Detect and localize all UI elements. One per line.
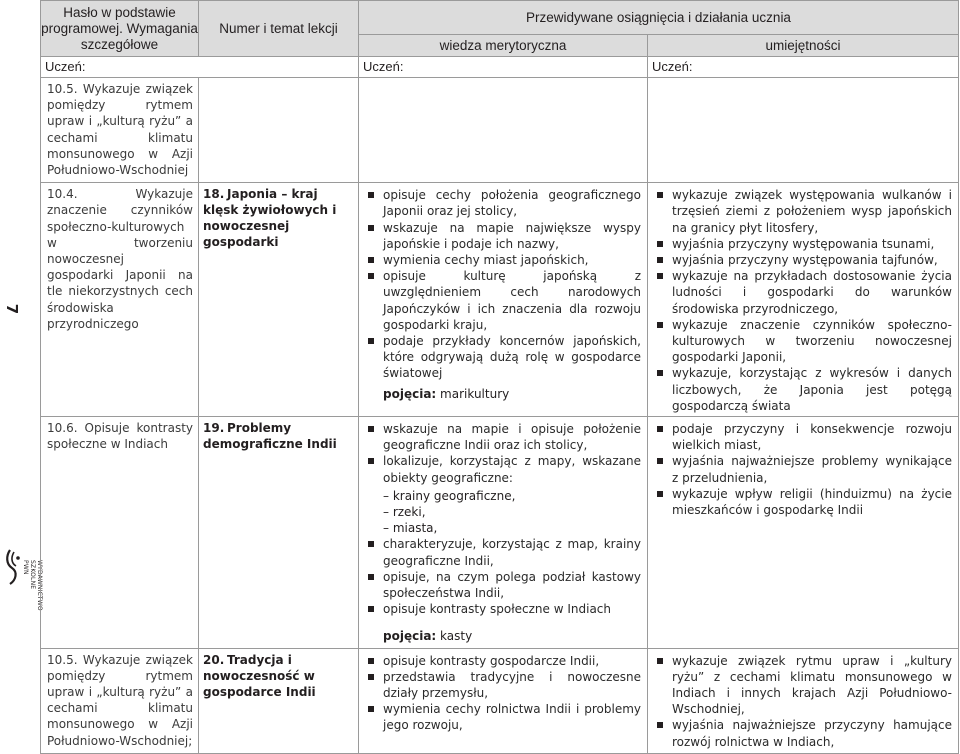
header-outcomes: Przewidywane osiągnięcia i działania ucznia — [359, 1, 959, 35]
requirement-cell: 10.6. Opisuje kontrasty społeczne w Indiach — [41, 417, 199, 648]
lesson-number: 19. — [203, 421, 225, 436]
list-item: – rzeki, — [383, 505, 426, 520]
table-row — [41, 648, 959, 753]
list-item: wymienia cechy rolnictwa Indii i problemy jego rozwoju, — [365, 701, 641, 733]
list-item: wyjaśnia przyczyny występowania tsunami, — [654, 236, 952, 252]
list-item: wykazuje, korzystając z wykresów i danych liczbowych, że Japonia jest potęgą gospodarczą świata — [654, 365, 952, 414]
list-item: charakteryzuje, korzystając z map, krainy geograficzne Indii, — [365, 536, 641, 568]
skills-cell — [648, 417, 959, 648]
page-number: 7 — [3, 303, 22, 315]
lesson-cell — [199, 183, 359, 417]
list-item: wykazuje wpływ religii (hinduizmu) na życie mieszkańców i gospodarkę Indii — [654, 486, 952, 518]
page-sidebar — [0, 0, 43, 633]
list-item: wykazuje na przykładach dostosowanie życia ludności i gospodarki do warunków środowiska przyrodniczego, — [654, 268, 952, 317]
skills-cell — [648, 183, 959, 417]
list-item: opisuje kontrasty społeczne w Indiach — [365, 601, 641, 617]
concept-line: pojęcia: kasty — [383, 628, 473, 643]
header-knowledge: wiedza merytoryczna — [359, 35, 648, 57]
lesson-cell — [199, 417, 359, 648]
concept-line: pojęcia: marikultury — [383, 386, 510, 401]
lesson-title: Japonia – kraj klęsk żywiołowych i nowoczesnej gospodarki — [203, 187, 337, 250]
lesson-title: Tradycja i nowoczesność w gospodarce Indii — [203, 652, 316, 699]
lesson-cell — [199, 648, 359, 753]
list-item: przedstawia tradycyjne i nowoczesne działy przemysłu, — [365, 669, 641, 701]
knowledge-cell — [359, 648, 648, 753]
list-item: opisuje, na czym polega podział kastowy społeczeństwa Indii, — [365, 569, 641, 601]
lesson-number: 18. — [203, 187, 225, 202]
lesson-cell — [199, 78, 359, 183]
list-item: – krainy geograficzne, — [383, 488, 516, 503]
requirement-cell: 10.4. Wykazuje znaczenie czynników społeczno-kulturowych w tworzeniu nowoczesnej gospodarki Japonii na tle niekorzystnych cech środowiska przyrodniczego — [41, 183, 199, 417]
table-row — [41, 183, 959, 417]
list-item: wykazuje związek rytmu upraw i „kultury ryżu” z cechami klimatu monsunowego w Indiach i innych krajach Azji Południowo-Wschodniej, — [654, 653, 952, 718]
student-label-2: Uczeń: — [359, 57, 648, 78]
header-skills: umiejętności — [648, 35, 959, 57]
list-item: wskazuje na mapie i opisuje położenie geograficzne Indii oraz ich stolicy, — [365, 421, 641, 453]
table-row — [41, 78, 959, 183]
curriculum-table — [40, 0, 959, 754]
list-item: – miasta, — [383, 521, 438, 536]
list-item: wykazuje znaczenie czynników społeczno-kulturowych w tworzeniu nowoczesnej gospodarki Japonii, — [654, 317, 952, 366]
list-item: opisuje kontrasty gospodarcze Indii, — [365, 653, 641, 669]
lesson-number: 20. — [203, 652, 225, 667]
list-item: wymienia cechy miast japońskich, — [365, 252, 641, 268]
list-item: wyjaśnia przyczyny występowania tajfunów, — [654, 252, 952, 268]
publisher-logo-text: WYDAWNICTWO SZKOLNE PWN — [22, 560, 43, 611]
header-lesson: Numer i temat lekcji — [199, 1, 359, 57]
lesson-title: Problemy demograficzne Indii — [203, 421, 337, 452]
knowledge-cell — [359, 183, 648, 417]
list-item: podaje przyczyny i konsekwencje rozwoju wielkich miast, — [654, 421, 952, 453]
list-item: wykazuje związek występowania wulkanów i trzęsień ziemi z położeniem wysp japońskich na granicy płyt litosfery, — [654, 187, 952, 236]
skills-cell — [648, 78, 959, 183]
list-item: opisuje kulturę japońską z uwzględnieniem cech narodowych Japończyków i ich znaczenia dla rozwoju gospodarki kraju, — [365, 268, 641, 333]
list-item: lokalizuje, korzystając z mapy, wskazane obiekty geograficzne: — [365, 453, 641, 485]
list-item: wyjaśnia najważniejsze przyczyny hamujące rozwój rolnictwa w Indiach, — [654, 717, 952, 749]
list-item: podaje przykłady koncernów japońskich, które odgrywają dużą rolę w gospodarce światowej — [365, 333, 641, 382]
requirement-cell: 10.5. Wykazuje związek pomiędzy rytmem upraw i „kulturą ryżu” a cechami klimatu monsunowego w Azji Południowo-Wschodniej; — [41, 648, 199, 753]
list-item: opisuje cechy położenia geograficznego Japonii oraz jej stolicy, — [365, 187, 641, 219]
list-item: wyjaśnia najważniejsze problemy wynikające z przeludnienia, — [654, 453, 952, 485]
header-requirement: Hasło w podstawie programowej. Wymagania szczegółowe — [41, 1, 199, 57]
knowledge-cell — [359, 417, 648, 648]
table-row — [41, 417, 959, 648]
skills-cell — [648, 648, 959, 753]
list-item: wskazuje na mapie największe wyspy japońskie i podaje ich nazwy, — [365, 220, 641, 252]
requirement-cell: 10.5. Wykazuje związek pomiędzy rytmem upraw i „kulturą ryżu” a cechami klimatu monsunowego w Azji Południowo-Wschodniej — [41, 78, 199, 183]
knowledge-cell — [359, 78, 648, 183]
student-label-1: Uczeń: — [41, 57, 359, 78]
student-label-3: Uczeń: — [648, 57, 959, 78]
